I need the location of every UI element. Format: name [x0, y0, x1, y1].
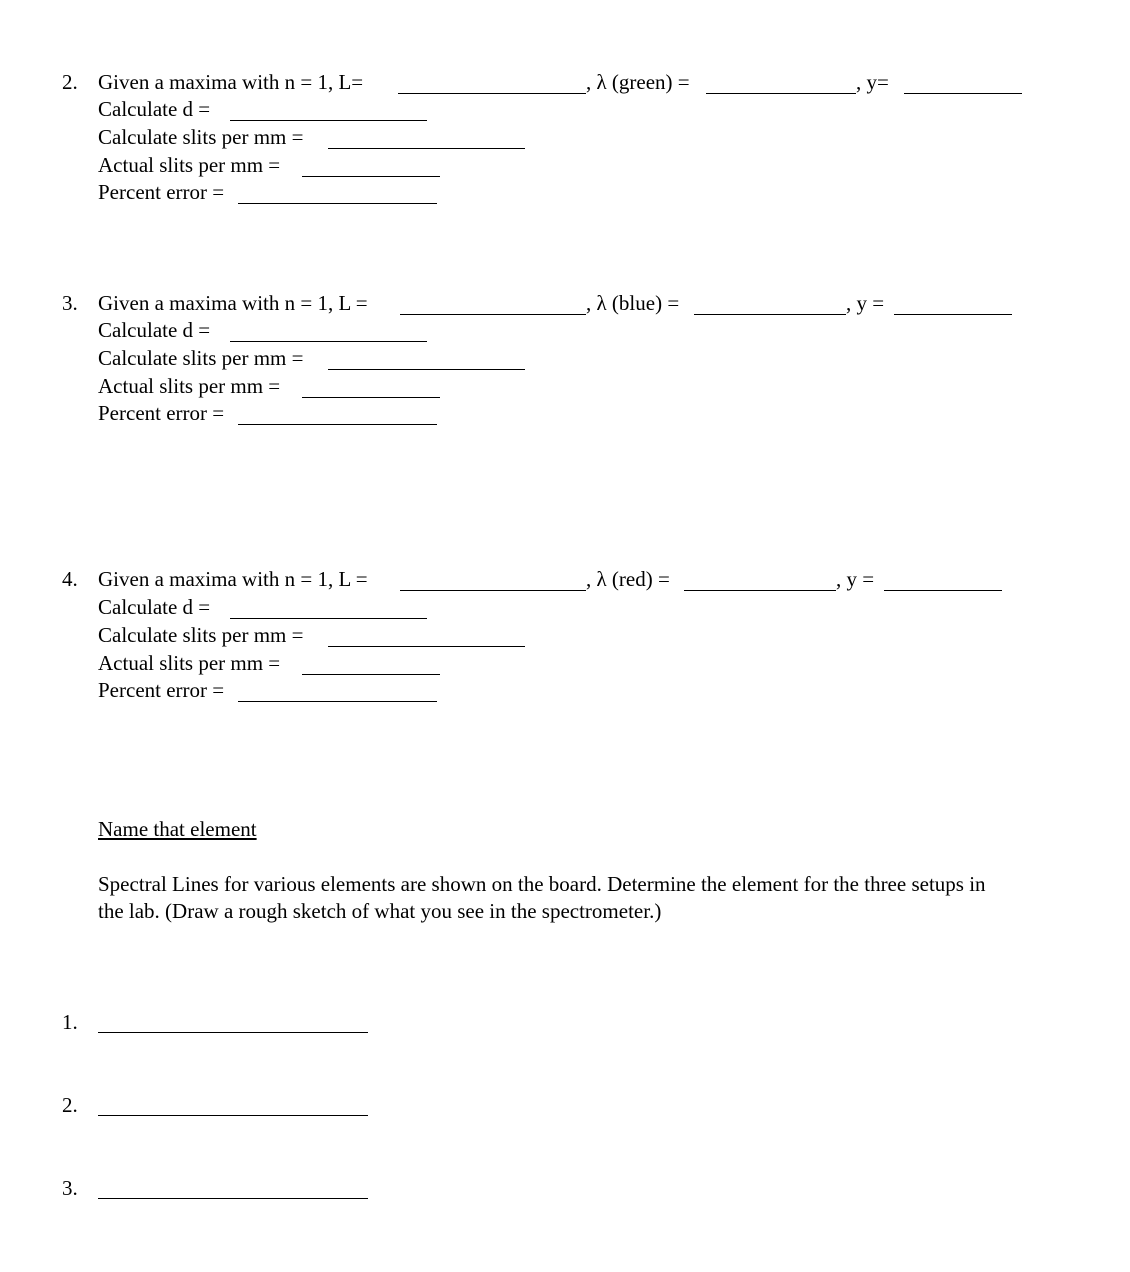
element-answer-blank-2[interactable] [98, 1115, 368, 1116]
element-answer-blank-1[interactable] [98, 1032, 368, 1033]
instructions-line-2: the lab. (Draw a rough sketch of what you see in the spectrometer.) [98, 899, 662, 923]
element-answer-blank-3[interactable] [98, 1198, 368, 1199]
instructions-line-1: Spectral Lines for various elements are shown on the board. Determine the element for the three setups in [98, 872, 986, 896]
answer-number: 2. [62, 1093, 78, 1117]
given-label: Given a maxima with n = 1, L = [98, 567, 368, 591]
percent-error-label: Percent error = [98, 401, 225, 425]
calculate-d-label: Calculate d = [98, 595, 211, 619]
answer-number: 1. [62, 1010, 78, 1034]
calculate-slits-blank[interactable] [328, 148, 525, 149]
lambda-answer-blank[interactable] [694, 314, 846, 315]
calculate-d-blank[interactable] [230, 120, 427, 121]
lambda-label: , λ (red) = [586, 567, 670, 591]
l-answer-blank[interactable] [400, 314, 586, 315]
calculate-slits-label: Calculate slits per mm = [98, 125, 304, 149]
lambda-answer-blank[interactable] [684, 590, 836, 591]
lambda-answer-blank[interactable] [706, 93, 856, 94]
actual-slits-label: Actual slits per mm = [98, 651, 281, 675]
problem-number: 3. [62, 291, 78, 315]
section-title: Name that element [98, 817, 257, 841]
percent-error-label: Percent error = [98, 180, 225, 204]
calculate-slits-blank[interactable] [328, 369, 525, 370]
percent-error-blank[interactable] [238, 701, 437, 702]
problem-number: 2. [62, 70, 78, 94]
y-label: , y= [856, 70, 889, 94]
actual-slits-blank[interactable] [302, 397, 440, 398]
l-answer-blank[interactable] [398, 93, 586, 94]
problem-number: 4. [62, 567, 78, 591]
calculate-slits-label: Calculate slits per mm = [98, 346, 304, 370]
lambda-label: , λ (blue) = [586, 291, 680, 315]
calculate-d-label: Calculate d = [98, 97, 211, 121]
l-answer-blank[interactable] [400, 590, 586, 591]
actual-slits-label: Actual slits per mm = [98, 374, 281, 398]
y-label: , y = [836, 567, 875, 591]
percent-error-label: Percent error = [98, 678, 225, 702]
actual-slits-blank[interactable] [302, 674, 440, 675]
percent-error-blank[interactable] [238, 424, 437, 425]
actual-slits-blank[interactable] [302, 176, 440, 177]
calculate-d-blank[interactable] [230, 341, 427, 342]
calculate-d-label: Calculate d = [98, 318, 211, 342]
lambda-label: , λ (green) = [586, 70, 690, 94]
calculate-d-blank[interactable] [230, 618, 427, 619]
actual-slits-label: Actual slits per mm = [98, 153, 281, 177]
calculate-slits-blank[interactable] [328, 646, 525, 647]
y-answer-blank[interactable] [884, 590, 1002, 591]
answer-number: 3. [62, 1176, 78, 1200]
given-label: Given a maxima with n = 1, L= [98, 70, 364, 94]
given-label: Given a maxima with n = 1, L = [98, 291, 368, 315]
calculate-slits-label: Calculate slits per mm = [98, 623, 304, 647]
y-answer-blank[interactable] [894, 314, 1012, 315]
y-answer-blank[interactable] [904, 93, 1022, 94]
y-label: , y = [846, 291, 885, 315]
percent-error-blank[interactable] [238, 203, 437, 204]
